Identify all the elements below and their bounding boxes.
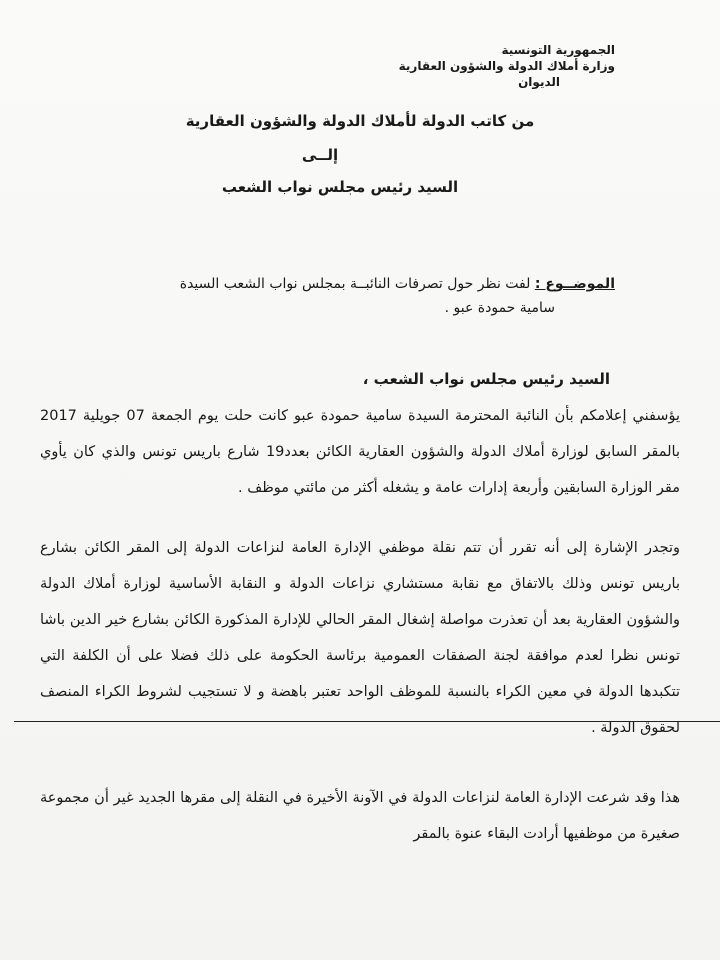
body-paragraph: يؤسفني إعلامكم بأن النائبة المحترمة السيدة سامية حمودة عبو كانت حلت يوم الجمعة 07 جويلية 2017 بالمقر السابق لوزارة أملاك الدولة والشؤون العقارية الكائن بعدد19 شارع باريس تونس والذي كان يأوي مقر الوزارة السابقين وأربعة إدارات عامة و يشغله أكثر من مائتي موظف . (40, 408, 681, 496)
scan-fold-line (14, 721, 720, 722)
subject-line-1: لفت نظر حول تصرفات النائبــة بمجلس نواب الشعب السيدة (179, 276, 531, 292)
letterhead (355, 42, 615, 90)
subject-block (55, 272, 615, 320)
letterhead-office: الديوان (518, 75, 560, 89)
letterhead-ministry: وزارة أملاك الدولة والشؤون العقارية (398, 59, 615, 73)
to-label: إلــى (301, 146, 339, 164)
sender-title: من كاتب الدولة لأملاك الدولة والشؤون العقارية (185, 112, 535, 130)
subject-label: الموضــوع : (534, 276, 615, 292)
salutation: السيد رئيس مجلس نواب الشعب ، (362, 370, 610, 388)
letterhead-republic: الجمهورية التونسية (501, 43, 615, 57)
subject-line-2: سامية حمودة عبو . (444, 300, 555, 316)
body-paragraph: هذا وقد شرعت الإدارة العامة لنزاعات الدولة في الآونة الأخيرة في النقلة إلى مقرها الجديد غير أن مجموعة صغيرة من موظفيها أرادت البقاء عنوة بالمقر (40, 790, 680, 842)
body-paragraph: وتجدر الإشارة إلى أنه تقرر أن تتم نقلة موظفي الإدارة العامة لنزاعات الدولة إلى المقر الكائن بشارع باريس تونس وذلك بالاتفاق مع نقابة مستشاري نزاعات الدولة و النقابة الأساسية لوزارة أملاك الدولة والشؤون العقارية بعد أن تعذرت مواصلة إشغال المقر الحالي للإدارة المذكورة الكائن بشارع خير الدين باشا تونس نظرا لعدم موافقة لجنة الصفقات العمومية برئاسة الحكومة على ذلك فضلا على أن الكلفة التي تتكبدها الدولة في معين الكراء بالنسبة للموظف الواحد تعتبر باهضة و لا تستجيب لشروط الكراء المنصف لحقوق الدولة . (40, 540, 680, 736)
addressee-title: السيد رئيس مجلس نواب الشعب (221, 178, 459, 196)
